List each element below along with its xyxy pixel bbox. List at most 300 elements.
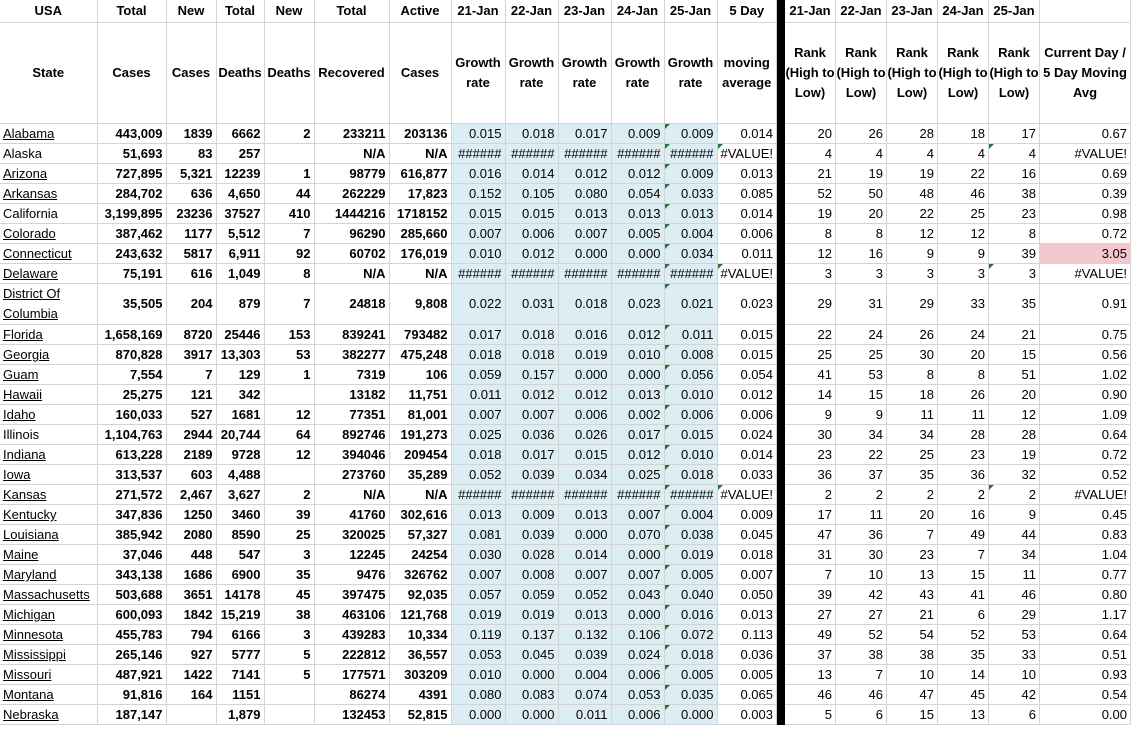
growth-rate-cell[interactable]: 0.028 <box>505 545 558 565</box>
growth-rate-cell[interactable]: 0.059 <box>451 365 505 385</box>
value-cell[interactable]: 2 <box>264 485 314 505</box>
header-cell[interactable]: Rank (High to Low) <box>785 23 836 124</box>
value-cell[interactable]: 191,273 <box>389 425 451 445</box>
value-cell[interactable]: 265,146 <box>97 645 166 665</box>
value-cell[interactable] <box>264 705 314 725</box>
growth-rate-cell[interactable]: 0.006 <box>611 665 664 685</box>
value-cell[interactable]: 25 <box>264 525 314 545</box>
growth-rate-cell[interactable]: 0.007 <box>505 405 558 425</box>
value-cell[interactable]: 106 <box>389 365 451 385</box>
growth-rate-cell[interactable]: 0.031 <box>505 284 558 325</box>
value-cell[interactable]: 3 <box>264 625 314 645</box>
value-cell[interactable]: 13,303 <box>216 345 264 365</box>
growth-rate-cell[interactable]: 0.105 <box>505 184 558 204</box>
rank-cell[interactable]: 22 <box>836 445 887 465</box>
growth-rate-cell[interactable]: 0.034 <box>664 244 717 264</box>
value-cell[interactable]: 233211 <box>314 124 389 144</box>
rank-cell[interactable]: 2 <box>887 485 938 505</box>
header-cell[interactable]: New <box>264 0 314 23</box>
rank-cell[interactable]: 16 <box>938 505 989 525</box>
moving-average-cell[interactable]: 0.085 <box>717 184 777 204</box>
header-cell[interactable]: 23-Jan <box>887 0 938 23</box>
value-cell[interactable] <box>264 385 314 405</box>
state-cell[interactable]: Hawaii <box>0 385 97 405</box>
growth-rate-cell[interactable]: 0.017 <box>505 445 558 465</box>
rank-cell[interactable]: 8 <box>785 224 836 244</box>
rank-cell[interactable]: 20 <box>836 204 887 224</box>
rank-cell[interactable]: 34 <box>836 425 887 445</box>
value-cell[interactable]: 463106 <box>314 605 389 625</box>
rank-cell[interactable]: 27 <box>785 605 836 625</box>
value-cell[interactable]: 794 <box>166 625 216 645</box>
growth-rate-cell[interactable]: 0.011 <box>664 325 717 345</box>
growth-rate-cell[interactable]: 0.010 <box>611 345 664 365</box>
value-cell[interactable]: 75,191 <box>97 264 166 284</box>
growth-rate-cell[interactable]: 0.012 <box>558 385 611 405</box>
state-cell[interactable]: Indiana <box>0 445 97 465</box>
growth-rate-cell[interactable]: 0.053 <box>611 685 664 705</box>
rank-cell[interactable]: 33 <box>989 645 1040 665</box>
state-cell[interactable]: Florida <box>0 325 97 345</box>
value-cell[interactable]: 475,248 <box>389 345 451 365</box>
moving-average-cell[interactable]: 0.011 <box>717 244 777 264</box>
growth-rate-cell[interactable]: 0.012 <box>558 164 611 184</box>
rank-cell[interactable]: 30 <box>785 425 836 445</box>
moving-average-cell[interactable]: 0.005 <box>717 665 777 685</box>
value-cell[interactable]: 1250 <box>166 505 216 525</box>
value-cell[interactable]: 1,104,763 <box>97 425 166 445</box>
growth-rate-cell[interactable]: 0.043 <box>611 585 664 605</box>
value-cell[interactable]: 5777 <box>216 645 264 665</box>
rank-cell[interactable]: 5 <box>785 705 836 725</box>
value-cell[interactable]: 1839 <box>166 124 216 144</box>
value-cell[interactable]: 25446 <box>216 325 264 345</box>
growth-rate-cell[interactable]: ###### <box>558 264 611 284</box>
growth-rate-cell[interactable]: 0.054 <box>611 184 664 204</box>
header-cell[interactable]: Growth rate <box>611 23 664 124</box>
growth-rate-cell[interactable]: 0.000 <box>664 705 717 725</box>
rank-cell[interactable]: 19 <box>785 204 836 224</box>
value-cell[interactable]: 284,702 <box>97 184 166 204</box>
growth-rate-cell[interactable]: 0.018 <box>505 325 558 345</box>
value-cell[interactable]: 10,334 <box>389 625 451 645</box>
header-cell[interactable]: Rank (High to Low) <box>989 23 1040 124</box>
value-cell[interactable]: 83 <box>166 144 216 164</box>
growth-rate-cell[interactable]: 0.052 <box>558 585 611 605</box>
growth-rate-cell[interactable]: 0.016 <box>558 325 611 345</box>
value-cell[interactable]: 2 <box>264 124 314 144</box>
rank-cell[interactable]: 38 <box>836 645 887 665</box>
value-cell[interactable]: 51,693 <box>97 144 166 164</box>
rank-cell[interactable]: 18 <box>887 385 938 405</box>
state-cell[interactable]: Nebraska <box>0 705 97 725</box>
rank-cell[interactable]: 13 <box>938 705 989 725</box>
state-cell[interactable]: Arkansas <box>0 184 97 204</box>
state-cell[interactable]: Kansas <box>0 485 97 505</box>
rank-cell[interactable]: 53 <box>989 625 1040 645</box>
state-cell[interactable]: Michigan <box>0 605 97 625</box>
rank-cell[interactable]: 51 <box>989 365 1040 385</box>
ratio-cell[interactable]: 0.52 <box>1040 465 1131 485</box>
ratio-cell[interactable]: 0.69 <box>1040 164 1131 184</box>
value-cell[interactable]: 92,035 <box>389 585 451 605</box>
growth-rate-cell[interactable]: ###### <box>611 144 664 164</box>
header-cell[interactable]: Deaths <box>216 23 264 124</box>
ratio-cell[interactable]: 0.75 <box>1040 325 1131 345</box>
moving-average-cell[interactable]: 0.003 <box>717 705 777 725</box>
rank-cell[interactable]: 30 <box>836 545 887 565</box>
growth-rate-cell[interactable]: 0.019 <box>664 545 717 565</box>
rank-cell[interactable]: 2 <box>836 485 887 505</box>
growth-rate-cell[interactable]: 0.013 <box>558 505 611 525</box>
growth-rate-cell[interactable]: 0.007 <box>451 405 505 425</box>
value-cell[interactable]: 443,009 <box>97 124 166 144</box>
header-cell[interactable]: Rank (High to Low) <box>887 23 938 124</box>
rank-cell[interactable]: 4 <box>785 144 836 164</box>
moving-average-cell[interactable]: 0.050 <box>717 585 777 605</box>
growth-rate-cell[interactable]: 0.009 <box>664 164 717 184</box>
growth-rate-cell[interactable]: 0.000 <box>505 665 558 685</box>
growth-rate-cell[interactable]: 0.019 <box>505 605 558 625</box>
growth-rate-cell[interactable]: 0.019 <box>451 605 505 625</box>
header-cell[interactable]: New <box>166 0 216 23</box>
value-cell[interactable]: 38 <box>264 605 314 625</box>
rank-cell[interactable]: 9 <box>938 244 989 264</box>
rank-cell[interactable]: 35 <box>887 465 938 485</box>
growth-rate-cell[interactable]: ###### <box>664 144 717 164</box>
rank-cell[interactable]: 42 <box>989 685 1040 705</box>
moving-average-cell[interactable]: 0.006 <box>717 405 777 425</box>
value-cell[interactable]: 1 <box>264 365 314 385</box>
value-cell[interactable]: 439283 <box>314 625 389 645</box>
rank-cell[interactable]: 6 <box>938 605 989 625</box>
value-cell[interactable]: 23236 <box>166 204 216 224</box>
state-cell[interactable]: Connecticut <box>0 244 97 264</box>
growth-rate-cell[interactable]: 0.010 <box>451 665 505 685</box>
value-cell[interactable]: 326762 <box>389 565 451 585</box>
growth-rate-cell[interactable]: 0.015 <box>451 204 505 224</box>
growth-rate-cell[interactable]: 0.080 <box>451 685 505 705</box>
value-cell[interactable]: 35 <box>264 565 314 585</box>
state-cell[interactable]: Georgia <box>0 345 97 365</box>
growth-rate-cell[interactable]: 0.013 <box>611 204 664 224</box>
rank-cell[interactable]: 7 <box>785 565 836 585</box>
growth-rate-cell[interactable]: ###### <box>558 144 611 164</box>
rank-cell[interactable]: 20 <box>989 385 1040 405</box>
rank-cell[interactable]: 46 <box>785 685 836 705</box>
rank-cell[interactable]: 3 <box>887 264 938 284</box>
value-cell[interactable]: 243,632 <box>97 244 166 264</box>
value-cell[interactable]: 177571 <box>314 665 389 685</box>
rank-cell[interactable]: 49 <box>785 625 836 645</box>
value-cell[interactable]: 5817 <box>166 244 216 264</box>
value-cell[interactable]: 129 <box>216 365 264 385</box>
growth-rate-cell[interactable]: 0.009 <box>611 124 664 144</box>
growth-rate-cell[interactable]: 0.035 <box>664 685 717 705</box>
growth-rate-cell[interactable]: 0.002 <box>611 405 664 425</box>
rank-cell[interactable]: 14 <box>938 665 989 685</box>
value-cell[interactable]: 262229 <box>314 184 389 204</box>
growth-rate-cell[interactable]: 0.007 <box>451 565 505 585</box>
rank-cell[interactable]: 52 <box>938 625 989 645</box>
value-cell[interactable]: 927 <box>166 645 216 665</box>
growth-rate-cell[interactable]: 0.083 <box>505 685 558 705</box>
value-cell[interactable]: 15,219 <box>216 605 264 625</box>
rank-cell[interactable]: 10 <box>887 665 938 685</box>
rank-cell[interactable]: 10 <box>989 665 1040 685</box>
growth-rate-cell[interactable]: 0.012 <box>611 325 664 345</box>
rank-cell[interactable]: 4 <box>989 144 1040 164</box>
value-cell[interactable]: 1422 <box>166 665 216 685</box>
value-cell[interactable]: 176,019 <box>389 244 451 264</box>
growth-rate-cell[interactable]: 0.004 <box>664 224 717 244</box>
value-cell[interactable]: 4,650 <box>216 184 264 204</box>
value-cell[interactable]: 879 <box>216 284 264 325</box>
growth-rate-cell[interactable]: 0.006 <box>664 405 717 425</box>
moving-average-cell[interactable]: 0.007 <box>717 565 777 585</box>
growth-rate-cell[interactable]: 0.059 <box>505 585 558 605</box>
ratio-cell[interactable]: 0.00 <box>1040 705 1131 725</box>
ratio-cell[interactable]: 1.09 <box>1040 405 1131 425</box>
rank-cell[interactable]: 2 <box>989 485 1040 505</box>
rank-cell[interactable]: 7 <box>836 665 887 685</box>
value-cell[interactable]: 2,467 <box>166 485 216 505</box>
value-cell[interactable]: 347,836 <box>97 505 166 525</box>
growth-rate-cell[interactable]: 0.019 <box>558 345 611 365</box>
rank-cell[interactable]: 25 <box>887 445 938 465</box>
rank-cell[interactable]: 30 <box>887 345 938 365</box>
value-cell[interactable]: 24254 <box>389 545 451 565</box>
state-cell[interactable]: Alabama <box>0 124 97 144</box>
rank-cell[interactable]: 15 <box>938 565 989 585</box>
moving-average-cell[interactable]: 0.113 <box>717 625 777 645</box>
growth-rate-cell[interactable]: 0.026 <box>558 425 611 445</box>
header-cell[interactable]: Deaths <box>264 23 314 124</box>
growth-rate-cell[interactable]: 0.007 <box>558 224 611 244</box>
rank-cell[interactable]: 44 <box>989 525 1040 545</box>
ratio-cell[interactable]: 0.64 <box>1040 625 1131 645</box>
value-cell[interactable]: 160,033 <box>97 405 166 425</box>
rank-cell[interactable]: 38 <box>887 645 938 665</box>
growth-rate-cell[interactable]: 0.000 <box>505 705 558 725</box>
value-cell[interactable]: 37,046 <box>97 545 166 565</box>
ratio-cell[interactable]: 0.54 <box>1040 685 1131 705</box>
ratio-cell[interactable]: 0.80 <box>1040 585 1131 605</box>
value-cell[interactable]: 7 <box>264 284 314 325</box>
growth-rate-cell[interactable]: 0.025 <box>451 425 505 445</box>
header-cell[interactable]: 25-Jan <box>989 0 1040 23</box>
growth-rate-cell[interactable]: 0.017 <box>611 425 664 445</box>
header-cell[interactable]: 5 Day <box>717 0 777 23</box>
growth-rate-cell[interactable]: 0.040 <box>664 585 717 605</box>
growth-rate-cell[interactable]: 0.006 <box>505 224 558 244</box>
value-cell[interactable]: N/A <box>314 144 389 164</box>
value-cell[interactable]: 1 <box>264 164 314 184</box>
value-cell[interactable]: 64 <box>264 425 314 445</box>
rank-cell[interactable]: 41 <box>938 585 989 605</box>
value-cell[interactable]: 187,147 <box>97 705 166 725</box>
growth-rate-cell[interactable]: 0.053 <box>451 645 505 665</box>
rank-cell[interactable]: 13 <box>887 565 938 585</box>
rank-cell[interactable]: 15 <box>836 385 887 405</box>
value-cell[interactable]: 86274 <box>314 685 389 705</box>
growth-rate-cell[interactable]: 0.014 <box>558 545 611 565</box>
rank-cell[interactable]: 21 <box>785 164 836 184</box>
header-cell[interactable]: Total <box>216 0 264 23</box>
growth-rate-cell[interactable]: 0.018 <box>505 345 558 365</box>
value-cell[interactable]: 132453 <box>314 705 389 725</box>
state-cell[interactable]: Colorado <box>0 224 97 244</box>
growth-rate-cell[interactable]: 0.106 <box>611 625 664 645</box>
growth-rate-cell[interactable]: 0.008 <box>505 565 558 585</box>
rank-cell[interactable]: 37 <box>785 645 836 665</box>
rank-cell[interactable]: 36 <box>785 465 836 485</box>
value-cell[interactable]: 7 <box>264 224 314 244</box>
growth-rate-cell[interactable]: 0.010 <box>664 445 717 465</box>
header-cell[interactable]: USA <box>0 0 97 23</box>
growth-rate-cell[interactable]: 0.013 <box>611 385 664 405</box>
value-cell[interactable]: 616 <box>166 264 216 284</box>
rank-cell[interactable]: 3 <box>989 264 1040 284</box>
rank-cell[interactable]: 21 <box>989 325 1040 345</box>
growth-rate-cell[interactable]: 0.014 <box>505 164 558 184</box>
rank-cell[interactable]: 8 <box>836 224 887 244</box>
growth-rate-cell[interactable]: 0.016 <box>664 605 717 625</box>
value-cell[interactable]: 1718152 <box>389 204 451 224</box>
value-cell[interactable]: N/A <box>314 264 389 284</box>
growth-rate-cell[interactable]: 0.052 <box>451 465 505 485</box>
growth-rate-cell[interactable]: 0.000 <box>558 244 611 264</box>
value-cell[interactable]: 121,768 <box>389 605 451 625</box>
header-cell[interactable]: 22-Jan <box>836 0 887 23</box>
growth-rate-cell[interactable]: 0.024 <box>611 645 664 665</box>
rank-cell[interactable]: 26 <box>836 124 887 144</box>
growth-rate-cell[interactable]: 0.012 <box>611 445 664 465</box>
state-cell[interactable]: Maryland <box>0 565 97 585</box>
value-cell[interactable]: 44 <box>264 184 314 204</box>
header-cell[interactable]: 25-Jan <box>664 0 717 23</box>
rank-cell[interactable]: 12 <box>989 405 1040 425</box>
state-cell[interactable]: Guam <box>0 365 97 385</box>
rank-cell[interactable]: 15 <box>887 705 938 725</box>
rank-cell[interactable]: 26 <box>938 385 989 405</box>
moving-average-cell[interactable]: #VALUE! <box>717 485 777 505</box>
moving-average-cell[interactable]: 0.065 <box>717 685 777 705</box>
value-cell[interactable]: 4,488 <box>216 465 264 485</box>
value-cell[interactable]: 342 <box>216 385 264 405</box>
growth-rate-cell[interactable]: 0.039 <box>505 525 558 545</box>
ratio-cell[interactable]: 0.72 <box>1040 224 1131 244</box>
value-cell[interactable]: 8590 <box>216 525 264 545</box>
growth-rate-cell[interactable]: 0.005 <box>611 224 664 244</box>
state-cell[interactable]: Arizona <box>0 164 97 184</box>
rank-cell[interactable]: 11 <box>938 405 989 425</box>
value-cell[interactable]: 2944 <box>166 425 216 445</box>
value-cell[interactable]: 7319 <box>314 365 389 385</box>
rank-cell[interactable]: 34 <box>887 425 938 445</box>
value-cell[interactable]: 273760 <box>314 465 389 485</box>
growth-rate-cell[interactable]: ###### <box>451 144 505 164</box>
growth-rate-cell[interactable]: 0.000 <box>451 705 505 725</box>
growth-rate-cell[interactable]: ###### <box>451 264 505 284</box>
moving-average-cell[interactable]: 0.015 <box>717 325 777 345</box>
value-cell[interactable]: 603 <box>166 465 216 485</box>
rank-cell[interactable]: 35 <box>989 284 1040 325</box>
value-cell[interactable]: 503,688 <box>97 585 166 605</box>
header-cell[interactable]: 24-Jan <box>611 0 664 23</box>
rank-cell[interactable]: 4 <box>938 144 989 164</box>
growth-rate-cell[interactable]: 0.038 <box>664 525 717 545</box>
value-cell[interactable]: 3,627 <box>216 485 264 505</box>
value-cell[interactable]: 1,658,169 <box>97 325 166 345</box>
growth-rate-cell[interactable]: 0.015 <box>558 445 611 465</box>
growth-rate-cell[interactable]: 0.057 <box>451 585 505 605</box>
rank-cell[interactable]: 9 <box>836 405 887 425</box>
ratio-cell[interactable]: #VALUE! <box>1040 485 1131 505</box>
growth-rate-cell[interactable]: 0.008 <box>664 345 717 365</box>
value-cell[interactable]: 1444216 <box>314 204 389 224</box>
ratio-cell[interactable]: 0.56 <box>1040 345 1131 365</box>
growth-rate-cell[interactable]: 0.018 <box>505 124 558 144</box>
moving-average-cell[interactable]: 0.014 <box>717 445 777 465</box>
header-cell[interactable]: Cases <box>166 23 216 124</box>
value-cell[interactable]: N/A <box>389 144 451 164</box>
header-cell[interactable]: Current Day / 5 Day Moving Avg <box>1040 23 1131 124</box>
ratio-cell[interactable]: 0.72 <box>1040 445 1131 465</box>
rank-cell[interactable]: 53 <box>836 365 887 385</box>
value-cell[interactable]: 271,572 <box>97 485 166 505</box>
value-cell[interactable] <box>264 465 314 485</box>
ratio-cell[interactable]: 1.02 <box>1040 365 1131 385</box>
rank-cell[interactable]: 2 <box>938 485 989 505</box>
value-cell[interactable]: 36,557 <box>389 645 451 665</box>
value-cell[interactable]: 7141 <box>216 665 264 685</box>
growth-rate-cell[interactable]: ###### <box>505 144 558 164</box>
growth-rate-cell[interactable]: 0.012 <box>505 244 558 264</box>
value-cell[interactable]: 204 <box>166 284 216 325</box>
growth-rate-cell[interactable]: 0.004 <box>664 505 717 525</box>
value-cell[interactable]: 5 <box>264 665 314 685</box>
header-cell[interactable]: Growth rate <box>558 23 611 124</box>
growth-rate-cell[interactable]: ###### <box>664 485 717 505</box>
moving-average-cell[interactable]: 0.018 <box>717 545 777 565</box>
header-cell[interactable]: 24-Jan <box>938 0 989 23</box>
rank-cell[interactable]: 48 <box>887 184 938 204</box>
rank-cell[interactable]: 33 <box>938 284 989 325</box>
header-cell[interactable]: Rank (High to Low) <box>836 23 887 124</box>
state-cell[interactable]: Maine <box>0 545 97 565</box>
value-cell[interactable]: 613,228 <box>97 445 166 465</box>
growth-rate-cell[interactable]: 0.005 <box>664 665 717 685</box>
value-cell[interactable]: 870,828 <box>97 345 166 365</box>
moving-average-cell[interactable]: 0.009 <box>717 505 777 525</box>
ratio-cell[interactable]: 1.17 <box>1040 605 1131 625</box>
rank-cell[interactable]: 4 <box>836 144 887 164</box>
growth-rate-cell[interactable]: 0.004 <box>558 665 611 685</box>
value-cell[interactable]: 303209 <box>389 665 451 685</box>
value-cell[interactable]: 2189 <box>166 445 216 465</box>
growth-rate-cell[interactable]: 0.013 <box>558 605 611 625</box>
ratio-cell[interactable]: #VALUE! <box>1040 264 1131 284</box>
value-cell[interactable]: 203136 <box>389 124 451 144</box>
state-cell[interactable]: Illinois <box>0 425 97 445</box>
rank-cell[interactable]: 22 <box>938 164 989 184</box>
value-cell[interactable]: 12239 <box>216 164 264 184</box>
rank-cell[interactable]: 25 <box>785 345 836 365</box>
rank-cell[interactable]: 37 <box>836 465 887 485</box>
ratio-cell[interactable]: 0.83 <box>1040 525 1131 545</box>
moving-average-cell[interactable]: #VALUE! <box>717 264 777 284</box>
